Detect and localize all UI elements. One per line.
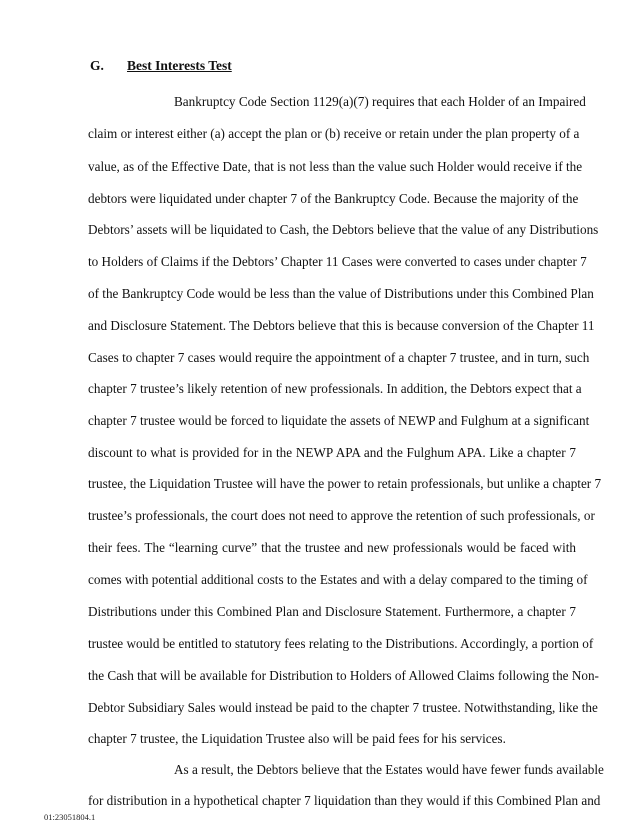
paragraph-line: trustee’s professionals, the court does not need to approve the retention of such professionals, or	[88, 508, 595, 523]
paragraph-line: chapter 7 trustee would be forced to liquidate the assets of NEWP and Fulghum at a significant	[88, 413, 590, 428]
paragraph-line: discount to what is provided for in the NEWP APA and the Fulghum APA. Like a chapter 7	[88, 445, 576, 460]
paragraph-line: Debtors’ assets will be liquidated to Cash, the Debtors believe that the value of any Distributions	[88, 222, 599, 237]
paragraph-line: the Cash that will be available for Distribution to Holders of Allowed Claims following the Non-	[88, 668, 599, 683]
paragraph-line: debtors were liquidated under chapter 7 of the Bankruptcy Code. Because the majority of the	[88, 191, 579, 206]
paragraph-line: Bankruptcy Code Section 1129(a)(7) requires that each Holder of an Impaired	[174, 94, 586, 109]
section-letter: G.	[90, 58, 104, 73]
paragraph-line: Debtor Subsidiary Sales would instead be paid to the chapter 7 trustee. Notwithstanding, like the	[88, 700, 598, 715]
paragraph-line: Distributions under this Combined Plan and Disclosure Statement. Furthermore, a chapter 7	[88, 604, 576, 619]
footer-doc-id-top: 01:23051804.1	[44, 812, 96, 822]
paragraph-line: chapter 7 trustee, the Liquidation Trustee also will be paid fees for his services.	[88, 731, 506, 746]
paragraph-line: to Holders of Claims if the Debtors’ Chapter 11 Cases were converted to cases under chapter 7	[88, 254, 587, 269]
paragraph-line: Cases to chapter 7 cases would require the appointment of a chapter 7 trustee, and in turn, such	[88, 350, 590, 365]
paragraph-line: for distribution in a hypothetical chapter 7 liquidation than they would if this Combined Plan and	[88, 793, 601, 808]
paragraph-line: trustee, the Liquidation Trustee will have the power to retain professionals, but unlike a chapter 7	[88, 476, 602, 491]
paragraph-line: value, as of the Effective Date, that is not less than the value such Holder would receive if the	[88, 159, 583, 174]
paragraph-line: claim or interest either (a) accept the plan or (b) receive or retain under the plan property of a	[88, 126, 580, 141]
paragraph-line: of the Bankruptcy Code would be less than the value of Distributions under this Combined Plan	[88, 286, 594, 301]
paragraph-line: and Disclosure Statement. The Debtors believe that this is because conversion of the Chapter 11	[88, 318, 595, 333]
section-title: Best Interests Test	[127, 58, 232, 73]
paragraph-line: comes with potential additional costs to the Estates and with a delay compared to the timing of	[88, 572, 588, 587]
paragraph-line: As a result, the Debtors believe that the Estates would have fewer funds available	[174, 762, 604, 777]
paragraph-line: trustee would be entitled to statutory fees relating to the Distributions. Accordingly, a portion of	[88, 636, 594, 651]
paragraph-line: their fees. The “learning curve” that the trustee and new professionals would be faced with	[88, 540, 576, 555]
paragraph-line: chapter 7 trustee’s likely retention of new professionals. In addition, the Debtors expect that a	[88, 381, 582, 396]
